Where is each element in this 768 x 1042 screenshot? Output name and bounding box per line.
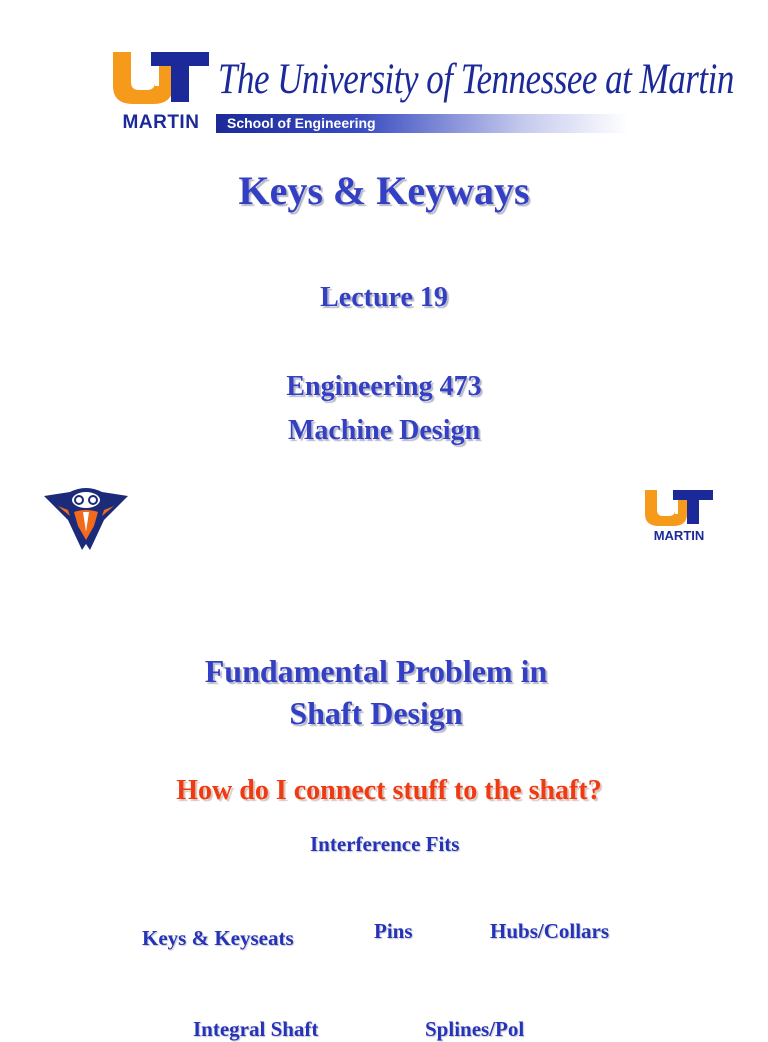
option-pins: Pins [374, 919, 413, 943]
course-number: Engineering 473 [286, 371, 482, 402]
slide2-title-line2: Shaft Design [289, 695, 463, 731]
ut-martin-logo [113, 52, 209, 104]
skyhawk-mascot-logo [44, 482, 128, 552]
question-text: How do I connect stuff to the shaft? [176, 775, 602, 806]
slide-title: Keys & Keyways [238, 168, 530, 213]
school-name: School of Engineering [227, 115, 376, 131]
martin-wordmark: MARTIN [122, 112, 200, 133]
small-ut-logo [643, 488, 715, 544]
option-interference-fits: Interference Fits [310, 832, 460, 856]
slide2-title-line1: Fundamental Problem in [204, 653, 548, 689]
university-title: The University of Tennessee at Martin [218, 54, 734, 103]
course-name: Machine Design [287, 415, 481, 446]
option-hubs-collars: Hubs/Collars [490, 919, 610, 943]
option-splines: Splines/Pol [425, 1017, 525, 1041]
lecture-number: Lecture 19 [320, 282, 448, 313]
option-keys-keyseats: Keys & Keyseats [142, 926, 294, 950]
small-logo-text: MARTIN [653, 528, 705, 543]
option-integral-shaft: Integral Shaft [193, 1017, 319, 1041]
